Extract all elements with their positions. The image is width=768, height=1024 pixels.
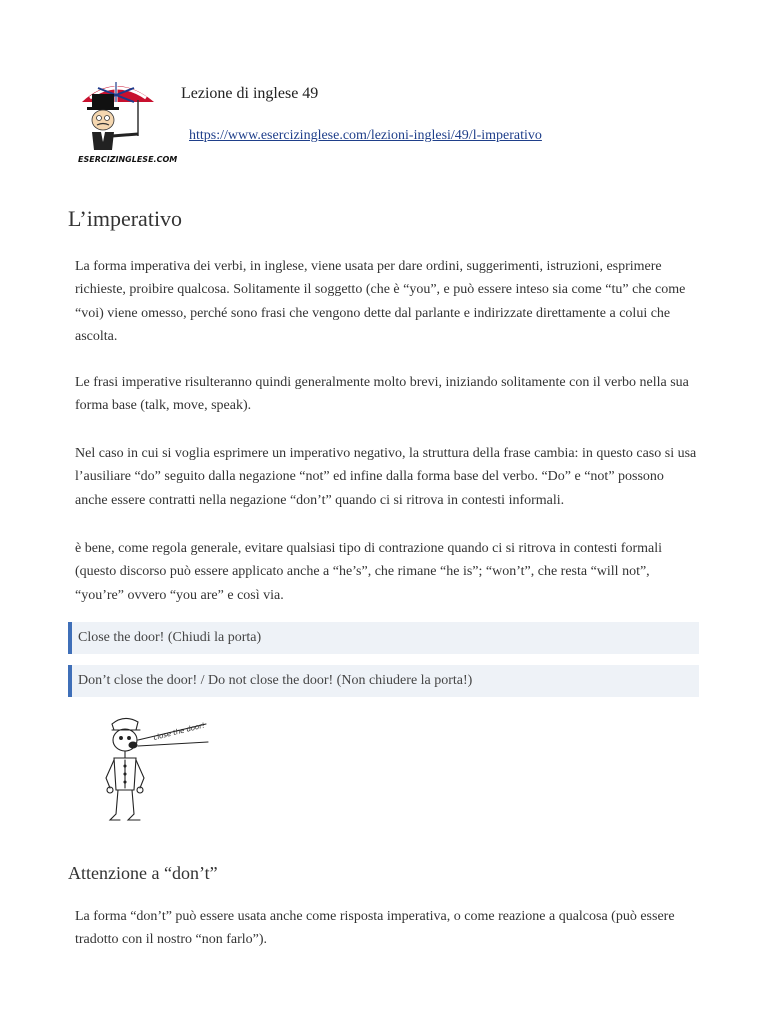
example-box: Close the door! (Chiudi la porta) bbox=[68, 622, 699, 654]
paragraph: è bene, come regola generale, evitare qualsiasi tipo di contrazione quando ci si ritrova in contesti formali (questo discorso può essere applicato anche a “he’s”, che rimane “he is”; “won’t”, che resta “will not”, “you’re” ovvero “you are” e così via. bbox=[75, 541, 663, 603]
paragraph: La forma “don’t” può essere usata anche come risposta imperativa, o come reazione a qualcosa (può essere tradotto con il nostro “non farlo”). bbox=[75, 909, 675, 948]
section-heading-attenzione-dont: Attenzione a “don’t” bbox=[68, 863, 218, 883]
lesson-url-link[interactable]: https://www.esercizinglese.com/lezioni-inglesi/49/l-imperativo bbox=[189, 128, 542, 143]
paragraph: Le frasi imperative risulteranno quindi generalmente molto brevi, iniziando solitamente con il verbo nella sua forma base (talk, move, speak). bbox=[75, 375, 689, 414]
example-box: Don’t close the door! / Do not close the door! (Non chiudere la porta!) bbox=[68, 665, 699, 697]
section-heading-imperativo: L’imperativo bbox=[68, 206, 183, 231]
esercizinglese-logo bbox=[76, 76, 178, 168]
paragraph: Nel caso in cui si voglia esprimere un imperativo negativo, la struttura della frase cambia: in questo caso si usa l’ausiliare “do” seguito dalla negazione “not” ed infine dalla forma base del verbo. “Do” e “not” possono anche essere contratti nella negazione “don’t” quando ci si ritrova in contesti informali. bbox=[75, 446, 697, 508]
svg-text:ESERCIZINGLESE.COM: ESERCIZINGLESE.COM bbox=[78, 155, 178, 164]
svg-text:close the door!: close the door! bbox=[152, 721, 206, 742]
lesson-title: Lezione di inglese 49 bbox=[181, 85, 319, 102]
shouting-man-illustration bbox=[76, 710, 216, 828]
paragraph: La forma imperativa dei verbi, in inglese, viene usata per dare ordini, suggerimenti, istruzioni, esprimere richieste, proibire qualcosa. Solitamente il soggetto (che è “you”, e può essere inteso sia come “tu” che come “voi) viene omesso, perché sono frasi che vengono dette dal parlante e indirizzate direttamente a colui che ascolta. bbox=[75, 259, 686, 344]
